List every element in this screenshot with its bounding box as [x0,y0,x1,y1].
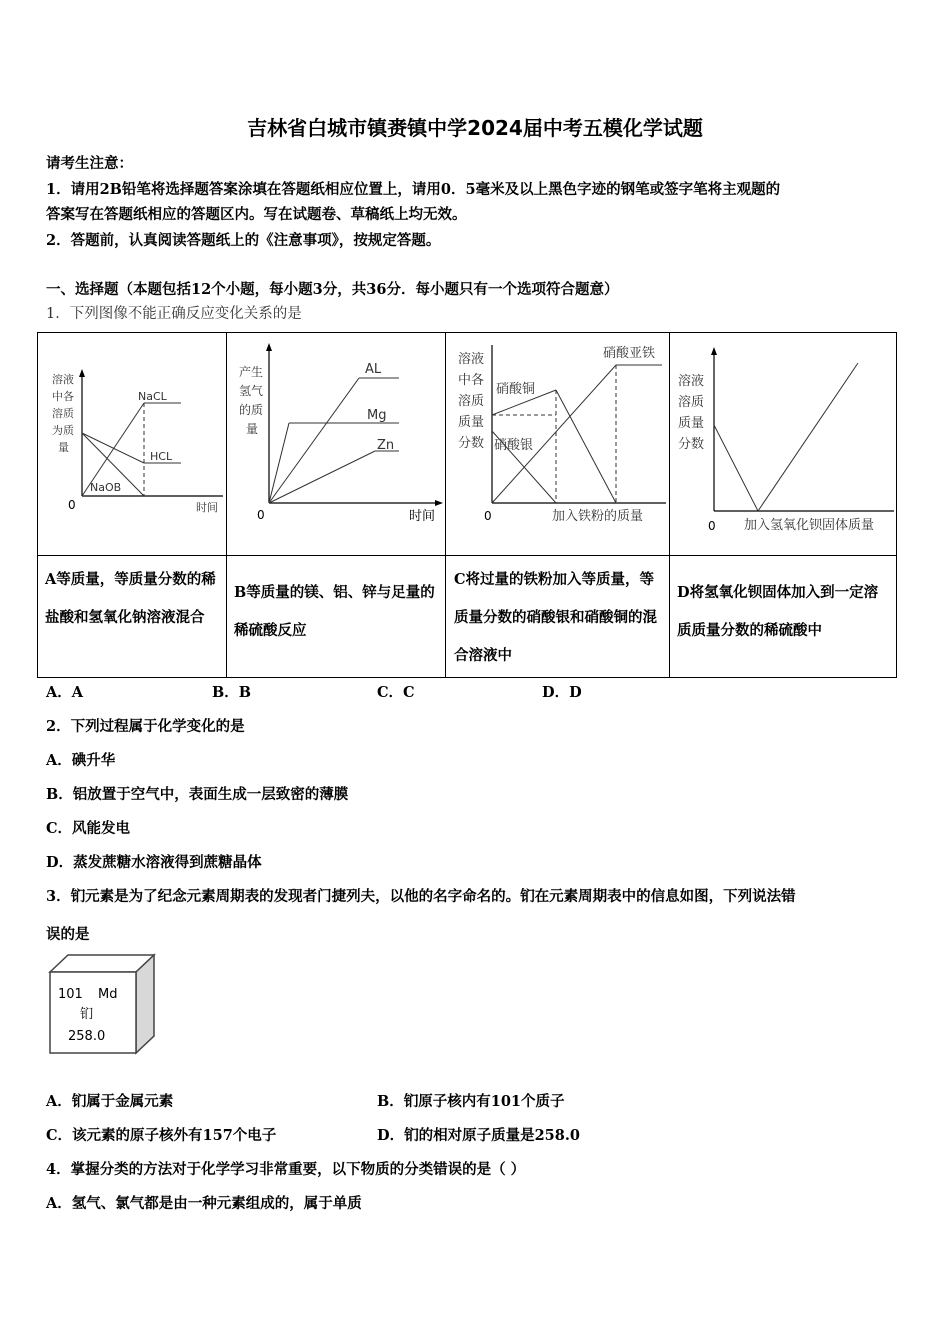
element-card [48,952,158,1056]
q1-option-d[interactable]: D．D [542,684,582,701]
graph-b-label-mg: Mg [367,408,387,423]
q2-option-a[interactable]: A．碘升华 [46,752,116,769]
q3-stem-line-1: 3．钔元素是为了纪念元素周期表的发现者门捷列夫，以他的名字命名的。钔在元素周期表中的信息如图，下列说法错 [46,888,796,905]
graph-a-y-arrow [79,369,85,377]
graph-c-ylabel: 质量 [458,415,485,430]
graph-b-y-arrow [266,343,272,351]
graph-c [446,333,669,555]
graph-b-al-line [269,378,359,503]
graph-a-xlabel: 时间 [196,501,218,514]
graph-a-label-nacl: NaCL [138,390,167,403]
element-symbol: Md [98,987,118,1002]
q3-stem-line-2: 误的是 [46,926,90,943]
graph-b-origin: 0 [257,508,265,522]
graph-b-ylabel: 量 [246,422,259,436]
graph-b-mg-line [269,423,289,503]
graph-c-ylabel: 分数 [458,436,485,451]
table-divider [38,555,896,556]
graph-c-ylabel: 中各 [458,373,485,388]
graph-c-ylabel: 溶液 [458,352,485,367]
caption-a: A等质量，等质量分数的稀盐酸和氢氧化钠溶液混合 [45,571,216,626]
q2-option-d[interactable]: D．蒸发蔗糖水溶液得到蔗糖晶体 [46,854,262,871]
graph-c-label-ag: 硝酸银 [494,438,534,453]
graph-d [670,333,896,555]
q3-option-d[interactable]: D．钔的相对原子质量是258.0 [377,1127,580,1144]
q1-stem: 1．下列图像不能正确反应变化关系的是 [46,306,302,322]
graph-d-ylabel: 溶质 [678,395,705,410]
q1-option-c[interactable]: C．C [377,684,415,701]
element-name: 钔 [80,1007,94,1022]
graph-b-ylabel: 氢气 [239,384,264,398]
element-mass: 258.0 [68,1029,106,1044]
graph-a [38,333,226,555]
graph-a-ylabel: 溶液 [52,373,74,386]
q1-graph-table [37,332,897,678]
graph-a-label-hcl: HCL [150,450,173,463]
graph-a-origin: 0 [68,498,76,512]
graph-b-ylabel: 的质 [239,403,264,417]
notice-heading: 请考生注意： [46,155,133,172]
graph-d-ylabel: 质量 [678,416,705,431]
graph-d-ylabel: 溶液 [678,374,705,389]
graph-d-ylabel: 分数 [678,437,705,452]
q1-option-a[interactable]: A．A [46,684,84,701]
graph-a-ylabel: 为质 [52,424,74,437]
graph-c-origin: 0 [484,509,492,523]
graph-c-xlabel: 加入铁粉的质量 [552,509,644,524]
q3-option-b[interactable]: B．钔原子核内有101个质子 [377,1093,565,1110]
graph-a-ylabel: 中各 [52,390,74,403]
caption-c: C将过量的铁粉加入等质量，等质量分数的硝酸银和硝酸铜的混合溶液中 [454,571,657,664]
notice-line-1b: 答案写在答题纸相应的答题区内。写在试题卷、草稿纸上均无效。 [46,206,467,223]
graph-d-line [714,425,758,511]
graph-b-label-al: AL [365,362,382,377]
graph-c-ylabel: 溶质 [458,394,485,409]
graph-b-label-zn: Zn [377,438,395,453]
graph-d-xlabel: 加入氢氧化钡固体质量 [744,518,875,533]
graph-a-ylabel: 溶质 [52,407,74,420]
graph-d-origin: 0 [708,519,716,533]
graph-c-cu-line [556,390,616,503]
graph-b [227,333,445,555]
graph-c-label-fe: 硝酸亚铁 [603,346,656,361]
q1-option-b[interactable]: B．B [212,684,252,701]
graph-b-x-arrow [435,500,443,506]
q3-option-a[interactable]: A．钔属于金属元素 [46,1093,174,1110]
q4-option-a[interactable]: A．氢气、氯气都是由一种元素组成的，属于单质 [46,1195,362,1212]
graph-d-y-arrow [711,347,717,355]
element-number: 101 [58,987,83,1002]
graph-a-label-naoh: NaOB [90,481,122,494]
graph-d-line [758,363,858,511]
q3-option-c[interactable]: C．该元素的原子核外有157个电子 [46,1127,277,1144]
q4-stem: 4．掌握分类的方法对于化学学习非常重要，以下物质的分类错误的是（ ） [46,1161,526,1178]
graph-a-hcl-line [82,433,144,463]
graph-b-zn-line [269,451,375,503]
section-heading: 一、选择题（本题包括12个小题，每小题3分，共36分．每小题只有一个选项符合题意） [46,281,619,298]
graph-b-ylabel: 产生 [239,365,264,379]
caption-d: D将氢氧化钡固体加入到一定溶质质量分数的稀硫酸中 [677,584,879,639]
graph-c-label-cu: 硝酸铜 [496,382,536,397]
q2-option-b[interactable]: B．铝放置于空气中，表面生成一层致密的薄膜 [46,786,349,803]
notice-line-2: 2．答题前，认真阅读答题纸上的《注意事项》，按规定答题。 [46,232,441,249]
q2-option-c[interactable]: C．风能发电 [46,820,131,837]
element-card-frame [48,952,158,1056]
graph-b-xlabel: 时间 [409,509,436,524]
graph-a-ylabel: 量 [58,441,69,454]
caption-b: B等质量的镁、铝、锌与足量的稀硫酸反应 [234,584,435,639]
page-title: 吉林省白城市镇赉镇中学2024届中考五模化学试题 [247,116,703,140]
q2-stem: 2．下列过程属于化学变化的是 [46,718,245,735]
notice-line-1: 1．请用2B铅笔将选择题答案涂填在答题纸相应位置上，请用0．5毫米及以上黑色字迹的钢笔或签字笔将主观题的 [46,181,781,198]
